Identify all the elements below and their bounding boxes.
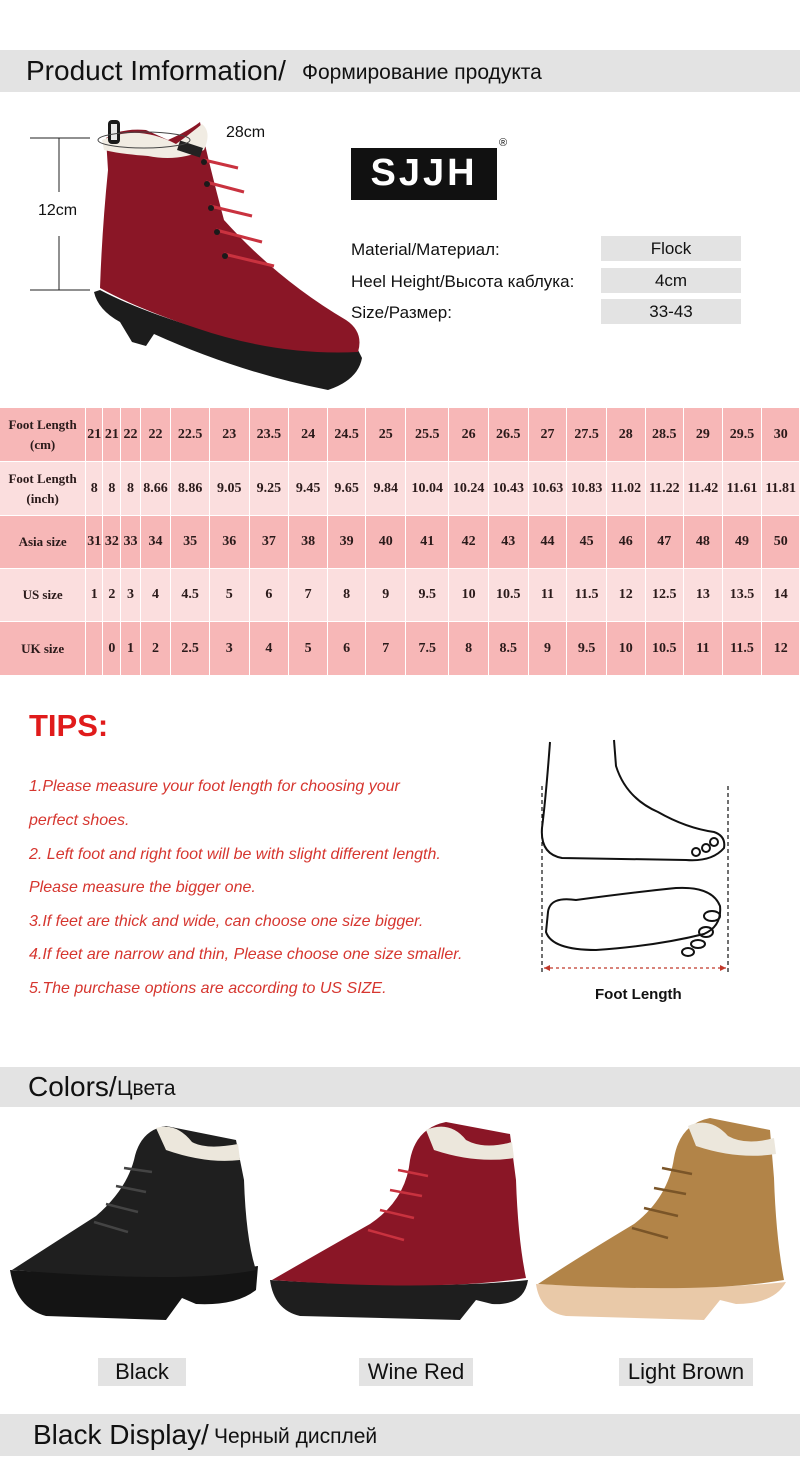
size-cell: 34: [141, 516, 172, 569]
size-row-header-line1: Foot Length: [8, 416, 77, 432]
size-cell: [86, 622, 103, 676]
spec-size-value: 33-43: [601, 299, 741, 324]
product-info-title-en: Product Imformation/: [26, 55, 286, 86]
brand-logo-text: SJJH: [370, 152, 478, 194]
size-cell: 22: [141, 408, 172, 462]
size-cell: 7: [289, 569, 328, 622]
size-cell: 39: [328, 516, 367, 569]
size-cell: 1: [86, 569, 103, 622]
color-boot-light-brown[interactable]: [534, 1114, 796, 1330]
foot-outline-icon: [536, 736, 736, 986]
tips-title: TIPS:: [29, 708, 109, 743]
black-display-title-en: Black Display/: [33, 1419, 209, 1450]
size-cell: 9.5: [406, 569, 449, 622]
size-cell: 11.5: [723, 622, 763, 676]
colors-header: [0, 1067, 800, 1107]
tip-line-3: 2. Left foot and right foot will be with slight different length.: [29, 846, 441, 863]
size-cell: 29: [684, 408, 723, 462]
size-row: [0, 462, 800, 516]
spec-material-label: Material/Материал:: [351, 240, 500, 259]
size-cell: 50: [762, 516, 800, 569]
tip-line-6: 4.If feet are narrow and thin, Please choose one size smaller.: [29, 946, 463, 963]
size-cell: 33: [121, 516, 140, 569]
size-cell: 11.02: [607, 462, 646, 516]
size-row-header: [0, 622, 86, 676]
size-row: [0, 516, 800, 569]
product-info-header: [0, 50, 800, 92]
size-cell: 6: [250, 569, 290, 622]
size-cell: 10.5: [489, 569, 529, 622]
size-row: [0, 622, 800, 676]
size-cell: 47: [646, 516, 685, 569]
color-boot-black[interactable]: [6, 1120, 266, 1330]
size-cell: 44: [529, 516, 568, 569]
size-cell: 22.5: [171, 408, 210, 462]
size-cell: 3: [210, 622, 250, 676]
size-cell: 37: [250, 516, 290, 569]
size-cell: 11.42: [684, 462, 723, 516]
foot-length-label: Foot Length: [595, 986, 682, 1003]
size-cell: 9: [529, 622, 568, 676]
size-cell: 22: [121, 408, 140, 462]
size-cell: 1: [121, 622, 140, 676]
size-cell: 26: [449, 408, 489, 462]
tip-line-1: 1.Please measure your foot length for choosing your: [29, 778, 400, 795]
size-cell: 5: [210, 569, 250, 622]
size-row-header: [0, 462, 86, 516]
size-cell: 35: [171, 516, 210, 569]
size-cell: 11.61: [723, 462, 763, 516]
size-cell: 30: [762, 408, 800, 462]
size-cell: 26.5: [489, 408, 529, 462]
black-boot-image: [6, 1120, 266, 1330]
size-cell: 8.5: [489, 622, 529, 676]
brand-logo: [351, 148, 497, 200]
size-row-header-line1: US size: [22, 587, 63, 602]
size-cell: 9: [366, 569, 406, 622]
size-cell: 10: [607, 622, 646, 676]
spec-size-label: Size/Размер:: [351, 303, 452, 322]
size-cell: 10.43: [489, 462, 529, 516]
size-cell: 4: [141, 569, 172, 622]
size-cell: 10.5: [646, 622, 685, 676]
size-cell: 24.5: [328, 408, 367, 462]
size-cell: 9.05: [210, 462, 250, 516]
size-cell: 10.04: [406, 462, 449, 516]
size-cell: 9.25: [250, 462, 290, 516]
height-label: 12cm: [38, 202, 78, 219]
size-cell: 2: [141, 622, 172, 676]
color-boot-wine-red[interactable]: [270, 1120, 532, 1330]
size-cell: 8: [86, 462, 103, 516]
size-cell: 24: [289, 408, 328, 462]
size-cell: 13: [684, 569, 723, 622]
black-display-header: [0, 1414, 800, 1456]
size-cell: 8: [449, 622, 489, 676]
size-cell: 23: [210, 408, 250, 462]
colors-title-en: Colors/: [28, 1071, 117, 1102]
size-cell: 0: [103, 622, 121, 676]
spec-material-value: Flock: [601, 236, 741, 261]
tip-line-5: 3.If feet are thick and wide, can choose one size bigger.: [29, 913, 424, 930]
tip-line-2: perfect shoes.: [29, 812, 130, 829]
size-cell: 23.5: [250, 408, 290, 462]
size-cell: 40: [366, 516, 406, 569]
size-cell: 25: [366, 408, 406, 462]
size-cell: 4: [250, 622, 290, 676]
size-cell: 10: [449, 569, 489, 622]
size-cell: 11.81: [762, 462, 800, 516]
size-cell: 8: [103, 462, 121, 516]
size-cell: 43: [489, 516, 529, 569]
tip-line-7: 5.The purchase options are according to US SIZE.: [29, 980, 387, 997]
size-row: [0, 408, 800, 462]
size-cell: 27.5: [567, 408, 607, 462]
size-cell: 49: [723, 516, 763, 569]
size-cell: 32: [103, 516, 121, 569]
size-cell: 21: [103, 408, 121, 462]
size-cell: 14: [762, 569, 800, 622]
color-label-wine-red: Wine Red: [359, 1358, 473, 1386]
size-cell: 11: [684, 622, 723, 676]
size-cell: 4.5: [171, 569, 210, 622]
size-cell: 11.5: [567, 569, 607, 622]
size-cell: 25.5: [406, 408, 449, 462]
size-cell: 7.5: [406, 622, 449, 676]
size-cell: 8.86: [171, 462, 210, 516]
size-cell: 8: [328, 569, 367, 622]
size-cell: 6: [328, 622, 367, 676]
size-cell: 5: [289, 622, 328, 676]
size-cell: 9.65: [328, 462, 367, 516]
tip-line-4: Please measure the bigger one.: [29, 879, 256, 896]
color-label-black: Black: [98, 1358, 186, 1386]
size-cell: 8: [121, 462, 140, 516]
size-cell: 12: [607, 569, 646, 622]
size-cell: 28: [607, 408, 646, 462]
spec-heel-value: 4cm: [601, 268, 741, 293]
size-cell: 9.5: [567, 622, 607, 676]
size-cell: 9.84: [366, 462, 406, 516]
colors-title-ru: Цвета: [117, 1077, 176, 1100]
size-cell: 12: [762, 622, 800, 676]
wine-red-boot-image: [28, 110, 368, 400]
size-row-header: [0, 569, 86, 622]
size-cell: 42: [449, 516, 489, 569]
size-cell: 8.66: [141, 462, 172, 516]
size-cell: 38: [289, 516, 328, 569]
size-cell: 7: [366, 622, 406, 676]
trademark-symbol: ®: [499, 137, 508, 149]
size-cell: 10.24: [449, 462, 489, 516]
size-cell: 13.5: [723, 569, 763, 622]
size-row-header-line2: (cm): [29, 436, 56, 452]
color-label-light-brown: Light Brown: [619, 1358, 753, 1386]
size-cell: 28.5: [646, 408, 685, 462]
size-row-header: [0, 408, 86, 462]
spec-heel-label: Heel Height/Высота каблука:: [351, 272, 575, 291]
size-cell: 46: [607, 516, 646, 569]
size-row-header: [0, 516, 86, 569]
size-cell: 2: [103, 569, 121, 622]
size-cell: 12.5: [646, 569, 685, 622]
size-cell: 21: [86, 408, 103, 462]
size-cell: 45: [567, 516, 607, 569]
size-cell: 41: [406, 516, 449, 569]
black-display-title-ru: Черный дисплей: [214, 1425, 378, 1448]
size-cell: 48: [684, 516, 723, 569]
size-cell: 3: [121, 569, 140, 622]
size-chart-table: [0, 408, 800, 676]
size-row-header-line1: Asia size: [18, 534, 67, 549]
size-cell: 36: [210, 516, 250, 569]
size-cell: 31: [86, 516, 103, 569]
foot-diagram: [536, 736, 736, 986]
light-brown-boot-image: [534, 1114, 796, 1330]
size-cell: 29.5: [723, 408, 763, 462]
size-row-header-line1: UK size: [21, 640, 65, 656]
size-cell: 11.22: [646, 462, 685, 516]
size-cell: 2.5: [171, 622, 210, 676]
size-cell: 10.63: [529, 462, 568, 516]
size-cell: 9.45: [289, 462, 328, 516]
wine-red-boot-color-image: [270, 1120, 532, 1330]
size-cell: 27: [529, 408, 568, 462]
circumference-label: 28cm: [226, 124, 266, 141]
product-info-title-ru: Формирование продукта: [302, 61, 542, 84]
size-row-header-line1: Foot Length: [8, 470, 77, 486]
size-row-header-line2: (inch): [26, 490, 59, 506]
size-cell: 11: [529, 569, 568, 622]
size-row: [0, 569, 800, 622]
product-image-area: [28, 110, 368, 400]
size-cell: 10.83: [567, 462, 607, 516]
